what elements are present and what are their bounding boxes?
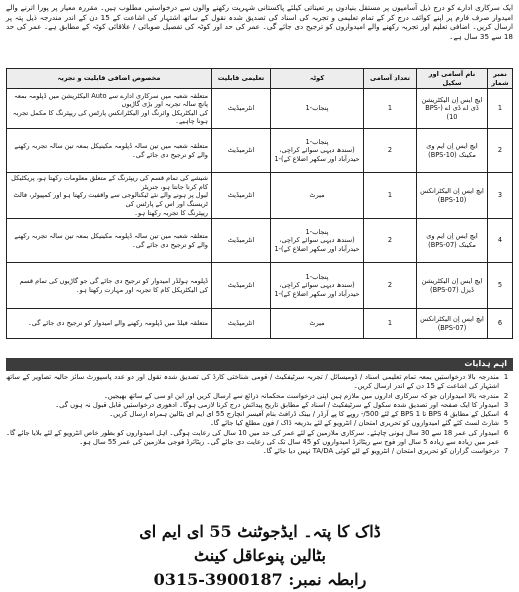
row-serial: 6: [488, 309, 513, 339]
instruction-number: 6: [503, 428, 509, 437]
row-post-name: ایچ ایس اِن الیکٹرانکس (BPS-07): [417, 309, 488, 339]
row-count: 2: [364, 219, 417, 263]
requirement-line: متعلقہ شعبہ میں تین سالہ ڈپلومہ مکینیکل بمعہ تین سالہ تجربہ رکھنے والے کو ترجیح دی جائے گی۔: [14, 232, 208, 249]
table-header-row: [7, 69, 513, 89]
posts-table: [6, 68, 513, 339]
quota-line: (سندھ دیہی سوائے کراچی،: [279, 236, 355, 245]
row-requirements: [7, 89, 212, 129]
table-row: [7, 219, 513, 263]
header-serial: نمبر شمار: [488, 69, 513, 89]
quota-line: حیدرآباد اور سکھر اضلاع کے)-1: [274, 154, 360, 163]
row-education: انٹرمیڈیٹ: [212, 263, 271, 309]
header-education: تعلیمی قابلیت: [212, 69, 271, 89]
instruction-text: امیدوار کی عمر 18 سے 30 سال ہونی چاہئے۔ سرکاری ملازمین کے لئے عمر کی حد میں 10 سال کی رعایت ہوگی۔ اہل امیدواروں کو بطور خاص انٹرویو کے لئے بلایا جائے گا۔ عمر میں زیادہ سے زیادہ 5 سال اور فوج سے ریٹائرڈ امیدواروں کو 45 سال تک کی رعایت دی جائے گی۔ ریٹائرڈ فوجی ملازمین کی عمر 55 سال ہو۔: [6, 428, 500, 447]
row-quota: [271, 173, 364, 219]
instruction-text: شارٹ لسٹ کئے گئے امیدواروں کو تحریری امتحان / انٹرویو کے لئے بذریعہ ڈاک / فون مطلع کیا جائے گا۔: [209, 419, 499, 428]
row-requirements: [7, 309, 212, 339]
requirement-line: متعلقہ شعبہ میں سرکاری ادارے سے Auto الیکٹریشن میں ڈپلومہ بمعہ پانچ سالہ تجربہ اور بڑی گاڑیوں: [14, 91, 208, 109]
row-post-name: ایچ ایس اِن الیکٹریشن ڈی اے ڈی اے (BPS-10): [417, 89, 488, 129]
instructions-heading: اہم ہدایات: [464, 359, 507, 368]
row-serial: 1: [488, 89, 513, 129]
requirement-line: ریپئرنگ کا تجربہ رکھتا ہو۔: [134, 208, 208, 217]
quota-line: پنجاب-1: [305, 137, 329, 146]
requirement-line: کی الیکٹریکل وائرنگ اور الیکٹرانکس پارٹس کی ریپئرنگ کا مکمل تجربہ ہونا چاہیے۔: [12, 108, 208, 126]
row-education: انٹرمیڈیٹ: [212, 129, 271, 173]
instruction-item: [6, 392, 513, 401]
table-row: [7, 89, 513, 129]
instruction-text: درخواست گزاران کو تحریری امتحان / انٹرویو کے لئے کوئی TA/DA نہیں دیا جائے گا۔: [262, 447, 499, 456]
table-row: [7, 173, 513, 219]
row-requirements: [7, 263, 212, 309]
row-count: 2: [364, 263, 417, 309]
row-post-name: ایچ ایس اِن ایم وی مکینک (BPS-07): [417, 219, 488, 263]
instruction-text: مندرجہ بالا درخواستیں بمعہ تمام تعلیمی اسناد / ڈومیسائل / تجربہ سرٹیفکیٹ / قومی شناختی کارڈ کی تصدیق شدہ نقول اور دو عدد پاسپورٹ سائز حالیہ تصاویر کے ساتھ اشتہار کی اشاعت کے 15 دن کے اندر ارسال کریں۔: [6, 373, 499, 391]
instructions-heading-bar: [6, 358, 513, 371]
header-quota: کوٹہ: [271, 69, 364, 89]
quota-line: (سندھ دیہی سوائے کراچی،: [279, 146, 355, 155]
row-requirements: [7, 219, 212, 263]
row-education: انٹرمیڈیٹ: [212, 309, 271, 339]
row-count: 1: [364, 89, 417, 129]
row-serial: 2: [488, 129, 513, 173]
row-serial: 4: [488, 219, 513, 263]
quota-line: حیدرآباد اور سکھر اضلاع کے)-1: [274, 289, 360, 298]
instruction-text: مندرجہ بالا امیدواران جو کہ سرکاری اداروں میں ملازم ہیں اپنی درخواست محکمانہ ذرائع سے ارسال کریں اور این او سی کے ساتھ بھیجیں۔: [103, 391, 499, 400]
quota-line: پنجاب-1: [305, 227, 329, 236]
row-count: 2: [364, 129, 417, 173]
row-education: انٹرمیڈیٹ: [212, 219, 271, 263]
instruction-text: اسکیل کے مطابق BPS 4 تا BPS 1 کے لئے 500/- روپے کا پے آرڈر / بینک ڈرافٹ بنام آفیسر انچارج 55 ای ایم ای بٹالین ہمراہ ارسال کریں۔: [109, 410, 499, 419]
requirement-line: متعلقہ شعبہ میں تین سالہ ڈپلومہ مکینیکل بمعہ تین سالہ تجربہ رکھنے والے کو ترجیح دی جائے گی۔: [14, 142, 208, 159]
row-post-name: ایچ ایس اِن ایم وی مکینک (BPS-10): [417, 129, 488, 173]
row-quota: [271, 309, 364, 339]
header-post-name: نام آسامی اور سکیل: [417, 69, 488, 89]
header-requirements: مخصوص اضافی قابلیت و تجربہ: [7, 69, 212, 89]
row-education: انٹرمیڈیٹ: [212, 89, 271, 129]
instruction-text: امیدوار کا ایک صفحہ اور تصدیق شدہ سکول کے سرٹیفکیٹ / اسناد کے مطابق تاریخ پیدائش درج کرنا لازمی ہوگا۔ ادھوری درخواستیں قابل قبول نہ ہوں گی۔: [55, 400, 499, 409]
contact-footer: [120, 520, 400, 592]
instruction-number: 1: [503, 373, 509, 381]
requirement-line: شیشے کی تمام قسم کی ریپئرنگ کے متعلق معلومات رکھتا ہو، پریکٹیکل کام کرنا جانتا ہو، جنریٹر: [11, 174, 208, 191]
row-education: انٹرمیڈیٹ: [212, 173, 271, 219]
row-quota: [271, 129, 364, 173]
header-count: تعداد آسامی: [364, 69, 417, 89]
row-post-name: ایچ ایس اِن الیکٹریشن ڈیزل (BPS-07): [417, 263, 488, 309]
table-row: [7, 309, 513, 339]
table-row: [7, 263, 513, 309]
quota-line: میرٹ: [309, 191, 325, 200]
row-serial: 3: [488, 173, 513, 219]
requirement-line: لیول پر ہونے والے نئے ٹیکنالوجی سے واقفیت رکھتا ہو اور کمپیوٹر، فالٹ ٹریسنگ اور اس کے پارٹس کی: [13, 191, 208, 208]
instructions-list: [6, 373, 513, 457]
requirement-line: ڈپلومہ ہولڈر امیدوار کو ترجیح دی جائے گی جو گاڑیوں کی تمام قسم کی الیکٹریکل کام کا تجربہ اور مہارت رکھتا ہو۔: [19, 277, 208, 294]
instruction-number: 3: [503, 400, 509, 409]
row-requirements: [7, 129, 212, 173]
quota-line: میرٹ: [309, 319, 325, 328]
instruction-number: 5: [503, 419, 509, 428]
instruction-item: [6, 447, 513, 456]
row-requirements: [7, 173, 212, 219]
row-count: 1: [364, 309, 417, 339]
quota-line: پنجاب-1: [305, 104, 329, 113]
instruction-item: [6, 419, 513, 428]
row-post-name: ایچ ایس اِن الیکٹرانکس (BPS-10): [417, 173, 488, 219]
row-serial: 5: [488, 263, 513, 309]
requirement-line: متعلقہ فیلڈ میں ڈپلومہ رکھنے والے امیدوار کو ترجیح دی جائے گی۔: [27, 319, 208, 328]
row-quota: [271, 263, 364, 309]
contact-phone: رابطہ نمبر: 3900187-0315: [153, 570, 367, 589]
intro-paragraph: ایک سرکاری ادارے کو درج ذیل آسامیوں پر مستقل بنیادوں پر تعیناتی کیلئے پاکستانی شہریت رکھنے والوں سے درخواستیں مطلوب ہیں۔ مقررہ معیار پر پورا اترنے والے امیدوار صرف فارم پر اپنے کوائف درج کر کے تمام تعلیمی و تجربہ کی اسناد کی تصدیق شدہ نقول کے ساتھ اشتہار کی اشاعت کے 15 دن کے اندر مندرجہ ذیل پتہ پر ارسال کریں۔ اضافی تعلیم اور تجربہ رکھنے والے امیدواروں کو ترجیح دی جائے گی۔ عمر کی حد اور کوٹہ کی تفصیل صوبائی / علاقائی کوٹہ کے مطابق ہے۔ عمر کی حد 18 سے 35 سال ہے۔: [6, 3, 514, 41]
table-row: [7, 129, 513, 173]
instruction-number: 2: [503, 391, 509, 400]
instruction-item: [6, 401, 513, 410]
instruction-number: 7: [503, 447, 509, 456]
row-quota: [271, 219, 364, 263]
quota-line: پنجاب-1: [305, 272, 329, 281]
row-quota: [271, 89, 364, 129]
quota-line: (سندھ دیہی سوائے کراچی،: [279, 281, 355, 290]
quota-line: حیدرآباد اور سکھر اضلاع کے)-1: [274, 244, 360, 253]
instruction-item: [6, 429, 513, 448]
instruction-item: [6, 373, 513, 392]
instruction-number: 4: [503, 410, 509, 419]
postal-address: ڈاک کا پتہ۔ ایڈجوٹنٹ 55 ای ایم ای بٹالین پنوعاقل کینٹ: [139, 522, 381, 565]
row-count: 1: [364, 173, 417, 219]
